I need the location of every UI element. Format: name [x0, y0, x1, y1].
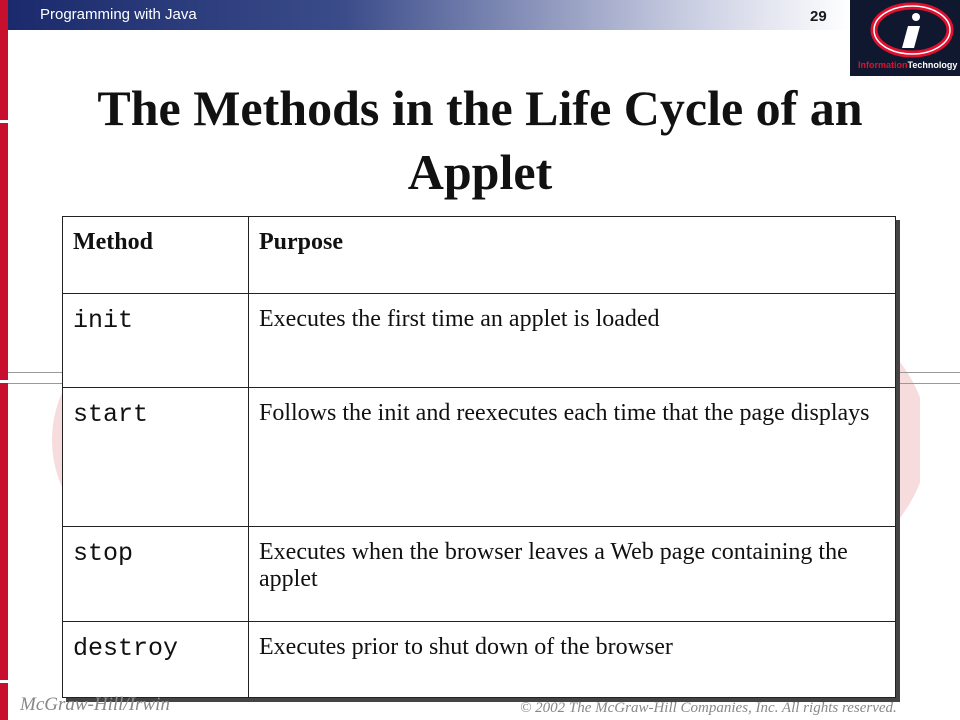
- method-purpose: Executes the first time an applet is loaded: [249, 294, 896, 388]
- method-name: start: [73, 400, 149, 429]
- method-name: init: [73, 306, 134, 335]
- page-number: 29: [810, 8, 827, 25]
- methods-table: [62, 216, 896, 698]
- table-row: [63, 527, 896, 622]
- logo-wordmark: [858, 60, 957, 70]
- method-name: stop: [73, 539, 134, 568]
- logo-word-technology: Technology: [907, 60, 958, 70]
- method-purpose: Follows the init and reexecutes each time that the page displays: [249, 388, 896, 527]
- slide-title: The Methods in the Life Cycle of an Applet: [97, 80, 863, 200]
- footer-copyright: © 2002 The McGraw-Hill Companies, Inc. All rights reserved.: [520, 700, 897, 716]
- table-row: [63, 622, 896, 698]
- logo-word-information: Information: [858, 60, 908, 70]
- table-row: [63, 388, 896, 527]
- method-name: destroy: [73, 634, 179, 663]
- course-title: Programming with Java: [40, 6, 197, 23]
- left-accent-bar: [0, 0, 8, 720]
- method-purpose: Executes prior to shut down of the browser: [249, 622, 896, 698]
- table-row: [63, 294, 896, 388]
- table-header-row: [63, 217, 896, 294]
- header-purpose: Purpose: [249, 217, 896, 294]
- header-method: Method: [63, 217, 249, 294]
- method-purpose: Executes when the browser leaves a Web page containing the applet: [249, 527, 896, 622]
- footer-publisher: McGraw-Hill/Irwin: [20, 694, 170, 715]
